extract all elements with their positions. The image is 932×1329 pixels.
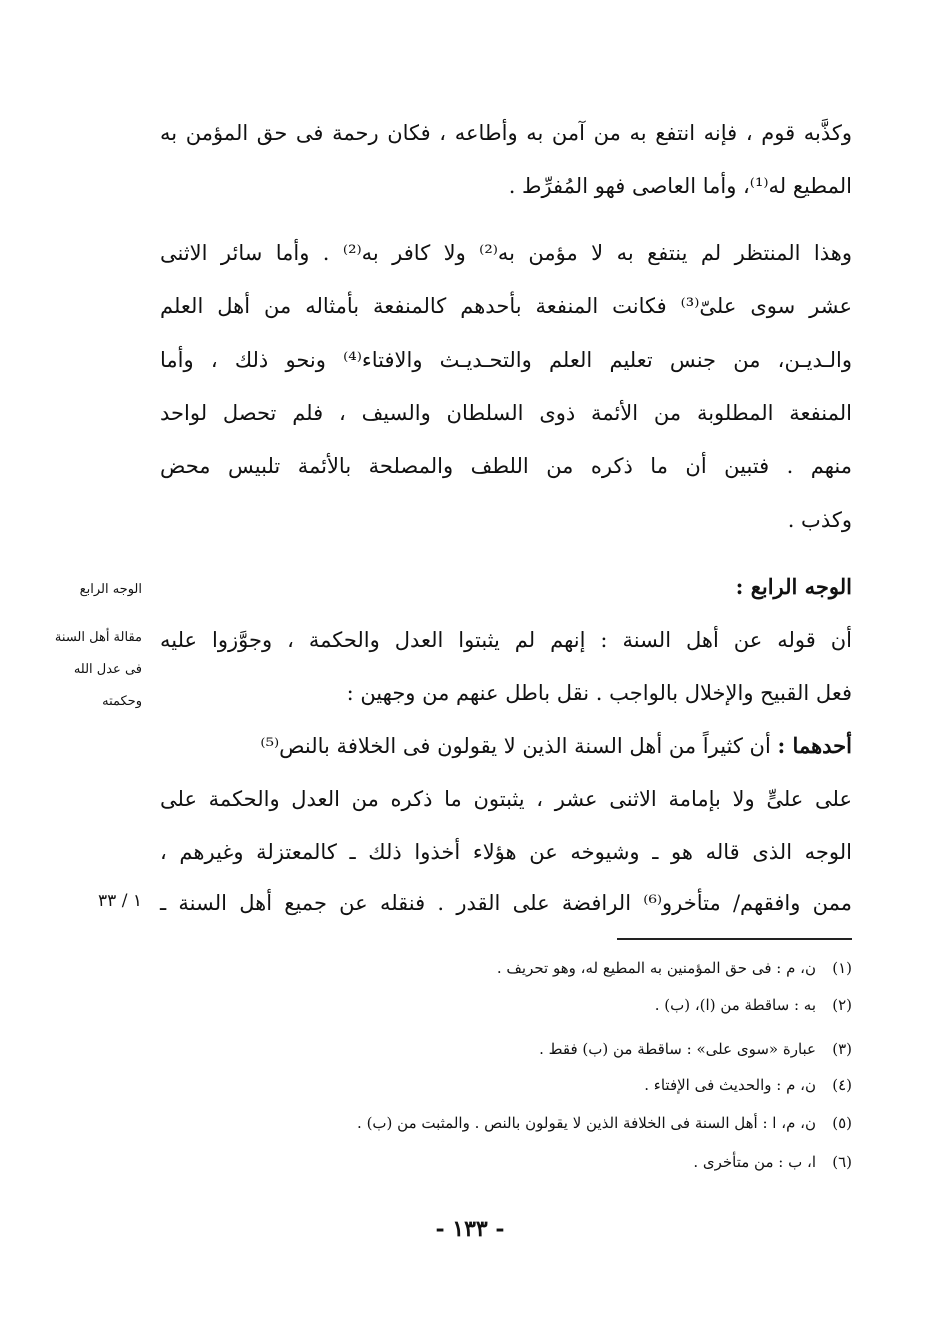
margin-note-topic: فى عدل الله bbox=[73, 662, 142, 677]
footnote-text: ن، م : فى حق المؤمنين به المطيع له، وهو تحريف . bbox=[496, 959, 816, 977]
body-line: وهذا المنتظر لم ينتفع به لا مؤمن به⁽²⁾ ولا كافر به⁽²⁾ . وأما سائر الاثنى bbox=[160, 241, 852, 265]
margin-note-topic: وحكمته bbox=[102, 694, 142, 709]
margin-note-section: الوجه الرابع bbox=[79, 582, 142, 597]
footnote bbox=[232, 1111, 852, 1135]
footnote bbox=[232, 1073, 852, 1097]
footnote-number: (٣) bbox=[832, 1040, 852, 1058]
first-aspect-text: أن كثيراً من أهل السنة الذين لا يقولون فى الخلافة بالنص⁽⁵⁾ bbox=[260, 734, 778, 758]
footnote-text: عبارة «سوى على» : ساقطة من (ب) فقط . bbox=[539, 1040, 816, 1058]
footnote bbox=[232, 1037, 852, 1061]
footnote-number: (٢) bbox=[832, 996, 852, 1014]
first-aspect-label: أحدهما : bbox=[777, 733, 852, 758]
footnote-number: (٥) bbox=[832, 1114, 852, 1132]
body-line bbox=[160, 731, 852, 761]
page-number: - ١٣٣ - bbox=[435, 1216, 505, 1242]
section-heading: الوجه الرابع : bbox=[735, 574, 852, 599]
footnote-text: ن، م، ا : أهل السنة فى الخلافة الذين لا يقولون بالنص . والمثبت من (ب) . bbox=[357, 1114, 816, 1132]
body-line: المنفعة المطلوبة من الأئمة ذوى السلطان والسيف ، فلم تحصل لواحد bbox=[160, 401, 852, 425]
footnote-text: به : ساقطة من (ا)، (ب) . bbox=[654, 996, 816, 1014]
body-line: أن قوله عن أهل السنة : إنهم لم يثبتوا العدل والحكمة ، وجوَّزوا عليه bbox=[160, 628, 852, 652]
body-line: منهم . فتبين أن ما ذكره من اللطف والمصلحة بالأئمة تلبيس محض bbox=[160, 454, 852, 478]
margin-page-reference: ١ / ٣٣ bbox=[98, 891, 142, 911]
footnote bbox=[232, 993, 852, 1017]
body-line: فعل القبيح والإخلال بالواجب . نقل باطل عنهم من وجهين : bbox=[346, 681, 852, 705]
body-line: المطيع له⁽¹⁾، وأما العاصى فهو المُفرِّط . bbox=[508, 174, 852, 198]
body-line: على علىٍّ ولا بإمامة الاثنى عشر ، يثبتون ما ذكره من العدل والحكمة على bbox=[160, 787, 852, 811]
body-line: الوجه الذى قاله هو ـ وشيوخه عن هؤلاء أخذوا ذلك ـ كالمعتزلة وغيرهم ، bbox=[160, 840, 852, 864]
margin-note-topic: مقالة أهل السنة bbox=[54, 630, 142, 645]
body-line: عشر سوى علىّ⁽³⁾ فكانت المنفعة بأحدهم كالمنفعة بأمثاله من أهل العلم bbox=[160, 294, 852, 318]
body-line: وكذب . bbox=[787, 508, 852, 532]
footnote-text: ن، م : والحديث فى الإفتاء . bbox=[644, 1076, 816, 1094]
body-line: ممن وافقهم/ متأخرو⁽⁶⁾ الرافضة على القدر . فنقله عن جميع أهل السنة ـ bbox=[160, 891, 852, 915]
footnote bbox=[232, 1150, 852, 1174]
footnote-number: (٤) bbox=[832, 1076, 852, 1094]
body-line: والـديـن، من جنس تعليم العلم والتحـديـث والافتاء⁽⁴⁾ ونحو ذلك ، وأما bbox=[160, 348, 852, 372]
footnote-number: (٦) bbox=[832, 1153, 852, 1171]
footnote-number: (١) bbox=[832, 959, 852, 977]
footnote bbox=[232, 956, 852, 980]
footnote-text: ا، ب : من متأخرى . bbox=[693, 1153, 816, 1171]
footnote-separator bbox=[617, 938, 852, 940]
body-line: وكذَّبه قوم ، فإنه انتفع به من آمن به وأطاعه ، فكان رحمة فى حق المؤمن به bbox=[160, 121, 852, 145]
